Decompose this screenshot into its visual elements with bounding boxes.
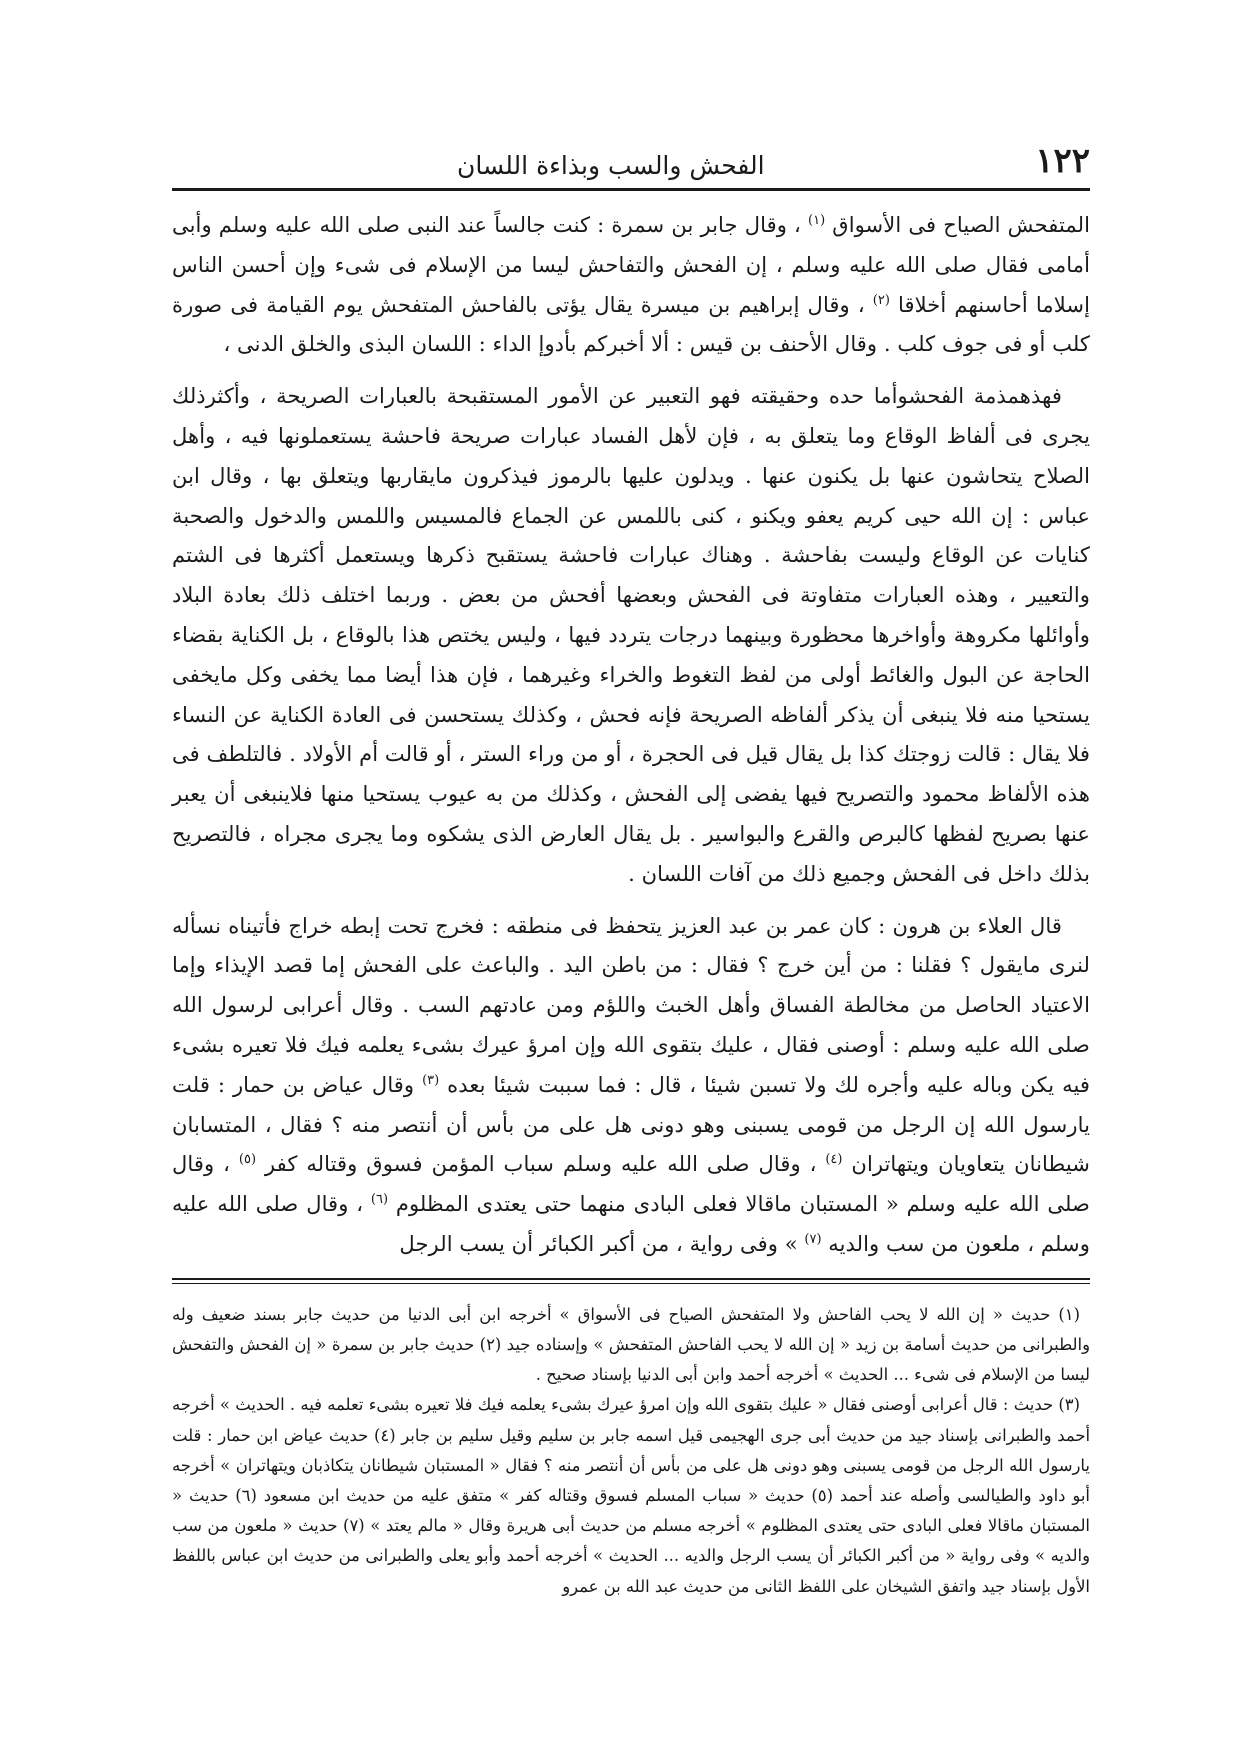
- text-run: ، وقال جابر بن سمرة : كنت جالساً عند النبى صلى الله عليه وسلم وأبى أمامى فقال صلى الله عليه وسلم ، إن الفحش والتفاحش ليسا من الإسلام فى شىء وإن أحسن الناس إسلاما أحاسنهم أخلاقا: [172, 212, 1090, 317]
- footnote-ref: (٧): [804, 1231, 822, 1247]
- footnote: (١) حديث « إن الله لا يحب الفاحش ولا المتفحش الصياح فى الأسواق » أخرجه ابن أبى الدنيا من حديث جابر بسند ضعيف وله والطبرانى من حديث أسامة بن زيد « إن الله لا يحب الفاحش المتفحش » وإسناده جيد (٢) حديث جابر بن سمرة « إن الفحش والتفحش ليسا من الإسلام فى شىء ... الحديث » أخرجه أحمد وابن أبى الدنيا بإسناد صحيح .: [172, 1304, 1090, 1385]
- paragraph: [172, 376, 1090, 893]
- text-run: » وفى رواية ، من أكبر الكبائر أن يسب الرجل: [399, 1230, 805, 1256]
- text-run: وقال عياض بن حمار : قلت يارسول الله إن الرجل من قومى يسبنى وهو دونى هل على من بأس أن أنتصر منه ؟ فقال ، المتسابان شيطانان يتعاويان ويتهاتران: [172, 1071, 1090, 1177]
- page-number: ١٢٢: [1035, 141, 1090, 181]
- paragraph: [172, 205, 1090, 364]
- main-text: [172, 205, 1090, 1264]
- footnote-ref: (٤): [825, 1152, 843, 1168]
- page-header: [172, 128, 1090, 184]
- footnote: (٣) حديث : قال أعرابى أوصنى فقال « عليك بتقوى الله وإن امرؤ عيرك بشىء يعلمه فيك فلا تعيره بشىء تعلمه فيه . الحديث » أخرجه أحمد والطبرانى بإسناد جيد من حديث أبى جرى الهجيمى قيل اسمه جابر بن سليم وقيل سليم بن جابر (٤) حديث عياض ابن حمار : قلت يارسول الله الرجل من قومى يسبنى وهو دونى هل على من بأس أن أنتصر منه ؟ فقال « المستبان شيطانان يتكاذبان ويتهاتران » أخرجه أبو داود والطيالسى وأصله عند أحمد (٥) حديث « سباب المسلم فسوق وقتاله كفر » متفق عليه من حديث ابن مسعود (٦) حديث « المستبان ماقالا فعلى البادى حتى يعتدى المظلوم » أخرجه مسلم من حديث أبى هريرة وقال « مالم يعتد » (٧) حديث « ملعون من سب والديه » وفى رواية « من أكبر الكبائر أن يسب الرجل والديه ... الحديث » أخرجه أحمد وأبو يعلى والطبرانى من حديث ابن عباس باللفظ الأول بإسناد جيد واتفق الشيخان على اللفظ الثانى من حديث عبد الله بن عمرو: [172, 1395, 1091, 1596]
- text-run: المتفحش الصياح فى الأسواق: [825, 212, 1091, 237]
- footnote-ref: (٦): [370, 1192, 389, 1208]
- book-page: [172, 128, 1090, 1728]
- footnote-ref: (٥): [238, 1152, 257, 1168]
- footnote-ref: (٣): [422, 1072, 440, 1088]
- text-run: ، وقال صلى الله عليه وسلم « المستبان ماقالا فعلى البادى منهما حتى يعتدى المظلوم: [172, 1151, 1090, 1217]
- footnotes: [172, 1300, 1090, 1602]
- text-run: فهذهمذمة الفحشوأما حده وحقيقته فهو التعبير عن الأمور المستقبحة بالعبارات الصريحة ، وأكثرذلك يجرى فى ألفاظ الوقاع وما يتعلق به ، فإن لأهل الفساد عبارات صريحة فاحشة يستعملونها فيه ، وأهل الصلاح يتحاشون عنها بل يكنون عنها . ويدلون عليها بالرموز فيذكرون مايقاربها ويتعلق بها ، وقال ابن عباس : إن الله حيى كريم يعفو ويكنو ، كنى باللمس عن الجماع فالمسيس واللمس والدخول والصحبة كنايات عن الوقاع وليست بفاحشة . وهناك عبارات فاحشة يستقبح ذكرها ويستعمل أكثرها فى الشتم والتعيير ، وهذه العبارات متفاوتة فى الفحش وبعضها أفحش من بعض . وربما اختلف ذلك بعادة البلاد وأوائلها مكروهة وأواخرها محظورة وبينهما درجات يتردد فيها ، وليس يختص هذا بالوقاع ، بل الكناية بقضاء الحاجة عن البول والغائط أولى من لفظ التغوط والخراء وغيرهما ، فإن هذا أيضا مما يخفى وكل مايخفى يستحيا منه فلا ينبغى أن يذكر ألفاظه الصريحة فإنه فحش ، وكذلك يستحسن فى العادة الكناية عن النساء فلا يقال : قالت زوجتك كذا بل يقال قيل فى الحجرة ، أو من وراء الستر ، أو قالت أم الأولاد . فالتلطف فى هذه الألفاظ محمود والتصريح فيها يفضى إلى الفحش ، وكذلك من به عيوب يستحيا منها فلاينبغى أن يعبر عنها بصريح لفظها كالبرص والقرع والبواسير . بل يقال العارض الذى يشكوه وما يجرى مجراه ، فالتصريح بذلك داخل فى الفحش وجميع ذلك من آفات اللسان .: [172, 383, 1090, 886]
- footnote-ref: (١): [808, 212, 826, 228]
- text-run: ، وقال إبراهيم بن ميسرة يقال يؤتى بالفاحش المتفحش يوم القيامة فى صورة كلب أو فى جوف كلب . وقال الأحنف بن قيس : ألا أخبركم بأدوإ الداء : اللسان البذى والخلق الدنى ،: [172, 291, 1090, 357]
- footnote-divider-thin: [172, 1283, 1090, 1284]
- header-rule: [172, 188, 1090, 191]
- text-run: قال العلاء بن هرون : كان عمر بن عبد العزيز يتحفظ فى منطقه : فخرج تحت إبطه خراج فأتيناه نسأله لنرى مايقول ؟ فقلنا : من أين خرج ؟ فقال : من باطن اليد . والباعث على الفحش إما قصد الإيذاء وإما الاعتياد الحاصل من مخالطة الفساق وأهل الخبث واللؤم ومن عادتهم السب . وقال أعرابى لرسول الله صلى الله عليه وسلم : أوصنى فقال ، عليك بتقوى الله وإن امرؤ عيرك بشىء يعلمه فيك فلا تعيره بشىء فيه يكن وباله عليه وأجره لك ولا تسبن شيئا ، قال : فما سببت شيئا بعده: [172, 912, 1091, 1097]
- footnote-ref: (٢): [872, 292, 890, 308]
- paragraph: [172, 906, 1090, 1264]
- running-title: الفحش والسب وبذاءة اللسان: [457, 151, 765, 180]
- text-run: ، وقال صلى الله عليه وسلم سباب المؤمن فسوق وقتاله كفر: [256, 1151, 826, 1177]
- footnote-divider: [172, 1278, 1090, 1280]
- text-run: ، وقال صلى الله عليه وسلم ، ملعون من سب والديه: [172, 1191, 1090, 1256]
